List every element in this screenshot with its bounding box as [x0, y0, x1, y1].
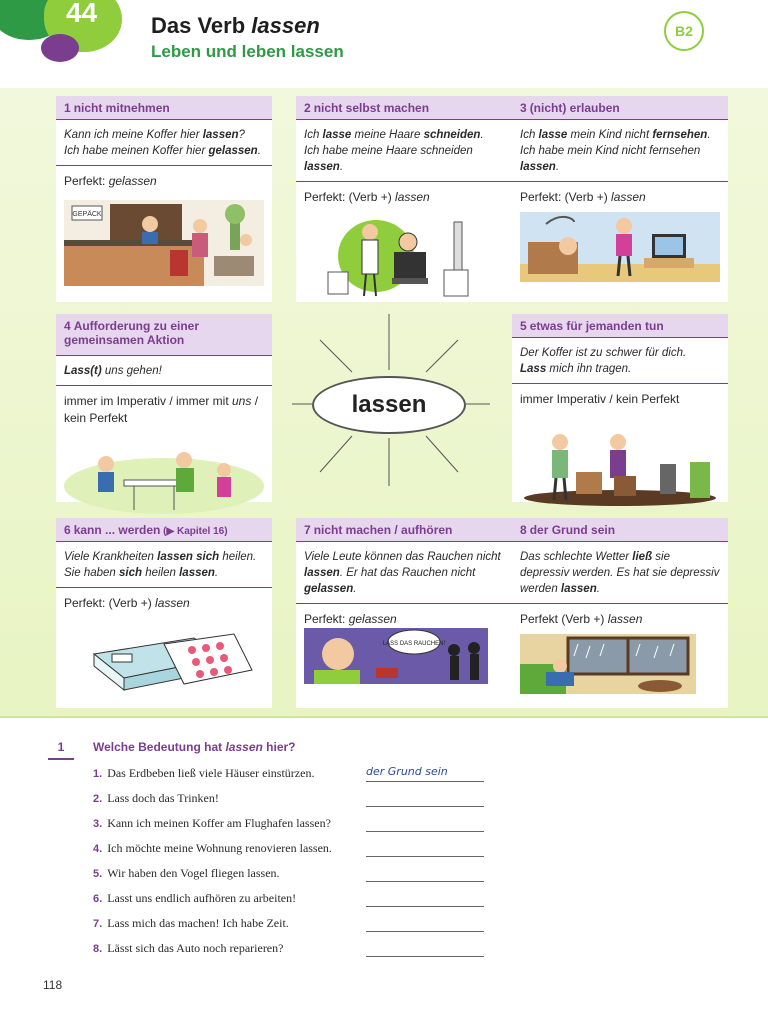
page-title	[151, 13, 320, 39]
exercise-item	[93, 941, 283, 956]
example-sentence	[304, 549, 504, 597]
italic-text: gelassen	[348, 612, 397, 626]
card-heading	[296, 96, 512, 120]
text-run: Sie haben	[64, 567, 119, 579]
answer-blank[interactable]	[366, 887, 484, 907]
card-title: der Grund sein	[529, 523, 616, 537]
card-1	[56, 96, 272, 302]
level-badge: B2	[664, 11, 704, 51]
text-run: Perfekt: (Verb +)	[304, 190, 396, 204]
text-run: meine Haare	[351, 129, 424, 141]
card-title: etwas für jemanden tun	[529, 319, 664, 333]
card-heading	[512, 314, 728, 338]
illustration-image	[520, 212, 720, 282]
card-3	[512, 96, 728, 302]
example-sentence	[520, 549, 720, 597]
italic-text: uns	[232, 394, 252, 408]
answer-blank[interactable]	[366, 937, 484, 957]
exercise-title-post: hier?	[262, 740, 296, 754]
illustration-image	[520, 634, 696, 694]
text-run: Der Koffer ist zu schwer für dich.	[520, 347, 687, 359]
answer-blank[interactable]	[366, 787, 484, 807]
card-number: 2	[304, 101, 311, 115]
card-2	[296, 96, 512, 302]
exercise-item	[93, 791, 219, 806]
text-run: Kann ich meine Koffer hier	[64, 129, 203, 141]
text-run: / kein Perfekt	[64, 394, 259, 425]
header-decoration-small	[41, 34, 79, 62]
card-illustration	[64, 614, 264, 703]
exercise-item-text: Lässt sich das Auto noch reparieren?	[107, 941, 284, 955]
card-example	[512, 120, 728, 182]
card-heading	[56, 314, 272, 356]
card-7	[296, 518, 512, 708]
text-run: immer im Imperativ / immer mit	[64, 394, 232, 408]
card-perfekt-note	[512, 384, 728, 415]
text-run: Ich habe meinen Koffer hier	[64, 145, 209, 157]
card-title: (nicht) erlauben	[529, 101, 620, 115]
bold-text: gelassen	[304, 583, 354, 595]
text-run: .	[707, 129, 711, 141]
card-heading	[512, 518, 728, 542]
example-answer: der Grund sein	[366, 765, 448, 778]
card-number: 4	[64, 319, 71, 333]
card-illustration	[64, 200, 264, 291]
exercise-title-word: lassen	[225, 740, 263, 754]
answer-blank[interactable]	[366, 812, 484, 832]
bold-text: lasse	[322, 129, 352, 141]
illustration-image	[64, 200, 264, 286]
card-heading	[56, 518, 272, 542]
exercise-item	[93, 866, 280, 881]
text-run: .	[339, 161, 344, 173]
card-example	[296, 120, 512, 182]
baggage-sign-text: GEPÄCK	[72, 211, 102, 218]
bold-text: lassen	[202, 129, 239, 141]
italic-text: lassen	[395, 190, 430, 204]
card-5	[512, 314, 728, 502]
text-run: Perfekt:	[304, 612, 349, 626]
page-number: 118	[43, 978, 63, 992]
card-number: 6	[64, 523, 71, 537]
answer-blank[interactable]	[366, 762, 484, 782]
card-title: nicht selbst machen	[313, 101, 430, 115]
title-prefix: Das Verb	[151, 13, 252, 38]
card-example	[512, 542, 728, 604]
answer-blank[interactable]	[366, 862, 484, 882]
exercise-item-text: Ich möchte meine Wohnung renovieren lassen.	[107, 841, 332, 855]
card-example	[512, 338, 728, 384]
card-perfekt-note	[56, 166, 272, 197]
answer-blank[interactable]	[366, 912, 484, 932]
example-sentence	[520, 345, 720, 361]
example-sentence	[64, 363, 264, 379]
answer-blank[interactable]	[366, 837, 484, 857]
text-run: immer Imperativ / kein Perfekt	[520, 392, 680, 406]
exercise-item-text: Wir haben den Vogel fliegen lassen.	[107, 866, 280, 880]
card-number: 7	[304, 523, 311, 537]
card-illustration	[64, 440, 264, 521]
text-run: Ich habe meine Haare schneiden	[304, 145, 473, 157]
example-sentence	[64, 549, 264, 565]
card-6	[56, 518, 272, 708]
text-run: ?	[238, 129, 245, 141]
text-run: Perfekt: (Verb +)	[520, 190, 612, 204]
text-run: Viele Leute können das Rauchen nicht	[304, 551, 501, 563]
bold-text: Lass(t)	[64, 365, 102, 377]
bold-text: Lass	[520, 363, 547, 375]
card-title: nicht mitnehmen	[73, 101, 170, 115]
text-run: .	[555, 161, 560, 173]
bold-text: lassen	[560, 583, 597, 595]
illustration-image	[304, 628, 488, 684]
card-perfekt-note	[512, 604, 728, 635]
card-example	[56, 120, 272, 166]
illustration-image	[520, 428, 720, 508]
exercise-item	[93, 916, 289, 931]
example-sentence	[520, 127, 720, 143]
illustration-image	[64, 614, 264, 698]
card-heading	[296, 518, 512, 542]
example-sentence	[64, 143, 264, 159]
card-number: 8	[520, 523, 527, 537]
card-perfekt-note	[56, 386, 272, 434]
card-illustration	[304, 216, 504, 305]
exercise-item	[93, 816, 331, 831]
card-perfekt-note	[512, 182, 728, 213]
text-run: .	[353, 583, 357, 595]
text-run: . Er hat das Rauchen nicht	[339, 567, 476, 579]
text-run: .	[257, 145, 261, 157]
chapter-reference: (▶ Kapitel 16)	[160, 526, 228, 537]
bold-text: sich	[119, 567, 143, 579]
bold-text: ließ	[632, 551, 653, 563]
card-number: 1	[64, 101, 71, 115]
card-example	[56, 542, 272, 588]
unit-number: 44	[66, 0, 98, 28]
card-illustration	[520, 428, 720, 513]
exercise-item-number: 1.	[93, 768, 103, 780]
text-run: Ich	[304, 129, 323, 141]
card-title: Aufforderung zu einer gemeinsamen Aktion	[64, 319, 200, 347]
text-run: Ich	[520, 129, 539, 141]
text-run: .	[480, 129, 484, 141]
exercise-item	[93, 841, 332, 856]
exercise-item-number: 8.	[93, 943, 103, 955]
card-heading	[512, 96, 728, 120]
card-perfekt-note	[296, 182, 512, 213]
exercise-item-number: 5.	[93, 868, 103, 880]
card-title: nicht machen / aufhören	[313, 523, 453, 537]
bold-text: lassen	[304, 161, 340, 173]
bold-text: lassen	[304, 567, 340, 579]
exercise-item	[93, 766, 314, 781]
text-run: .	[596, 583, 600, 595]
example-sentence	[304, 127, 504, 143]
illustration-image	[64, 440, 264, 516]
text-run: mein Kind nicht	[567, 129, 653, 141]
card-example	[296, 542, 512, 604]
card-heading	[56, 96, 272, 120]
card-illustration	[304, 628, 504, 689]
bold-text: lassen	[179, 567, 215, 579]
text-run: Viele Krankheiten	[64, 551, 158, 563]
text-run: Das schlechte Wetter	[520, 551, 633, 563]
card-illustration	[520, 212, 720, 287]
text-run: .	[214, 567, 219, 579]
speech-bubble-text: LASS DAS RAUCHEN!	[382, 641, 446, 647]
example-sentence	[304, 143, 504, 175]
title-word: lassen	[251, 13, 320, 38]
bold-text: schneiden	[423, 129, 481, 141]
card-illustration	[520, 634, 720, 699]
exercise-item-text: Das Erdbeben ließ viele Häuser einstürzen.	[107, 766, 315, 780]
text-run: Perfekt:	[64, 174, 109, 188]
exercise-item-text: Kann ich meinen Koffer am Flughafen lassen?	[107, 816, 331, 830]
page-subtitle: Leben und leben lassen	[151, 42, 344, 61]
card-number: 5	[520, 319, 527, 333]
bold-text: lassen sich	[157, 551, 220, 563]
text-run: Perfekt (Verb +)	[520, 612, 608, 626]
text-run: Perfekt: (Verb +)	[64, 596, 156, 610]
bold-text: gelassen	[208, 145, 258, 157]
bold-text: lasse	[538, 129, 568, 141]
exercise-item-number: 4.	[93, 843, 103, 855]
exercise-item	[93, 891, 296, 906]
italic-text: lassen	[607, 612, 643, 626]
bold-text: fernsehen	[652, 129, 708, 141]
exercise-item-text: Lasst uns endlich aufhören zu arbeiten!	[107, 891, 297, 905]
italic-text: lassen	[611, 190, 646, 204]
italic-text: lassen	[155, 596, 190, 610]
bold-text: lassen	[520, 161, 556, 173]
example-sentence	[64, 565, 264, 581]
exercise-item-number: 2.	[93, 793, 103, 805]
text-run: heilen	[142, 567, 180, 579]
italic-text: gelassen	[108, 174, 157, 188]
text-run: sie depressiv werden. Es hat sie depressiv werden	[520, 551, 720, 595]
exercise-item-number: 6.	[93, 893, 103, 905]
exercise-number: 1	[48, 740, 74, 760]
text-run: Ich habe mein Kind nicht fernsehen	[520, 145, 701, 157]
example-sentence	[64, 127, 264, 143]
exercise-title	[93, 740, 296, 754]
example-sentence	[520, 143, 720, 175]
card-4	[56, 314, 272, 502]
exercise-item-text: Lass mich das machen! Ich habe Zeit.	[107, 916, 289, 930]
card-number: 3	[520, 101, 527, 115]
text-run: heilen.	[219, 551, 257, 563]
exercise-item-number: 3.	[93, 818, 103, 830]
card-example	[56, 356, 272, 386]
card-8	[512, 518, 728, 708]
text-run: mich ihn tragen.	[546, 363, 632, 375]
exercise-title-pre: Welche Bedeutung hat	[93, 740, 226, 754]
exercise-item-text: Lass doch das Trinken!	[107, 791, 219, 805]
text-run: uns gehen!	[101, 365, 162, 377]
example-sentence	[520, 361, 720, 377]
illustration-image	[304, 216, 504, 300]
exercise-item-number: 7.	[93, 918, 103, 930]
center-label: lassen	[312, 376, 466, 434]
card-title: kann ... werden	[73, 523, 161, 537]
